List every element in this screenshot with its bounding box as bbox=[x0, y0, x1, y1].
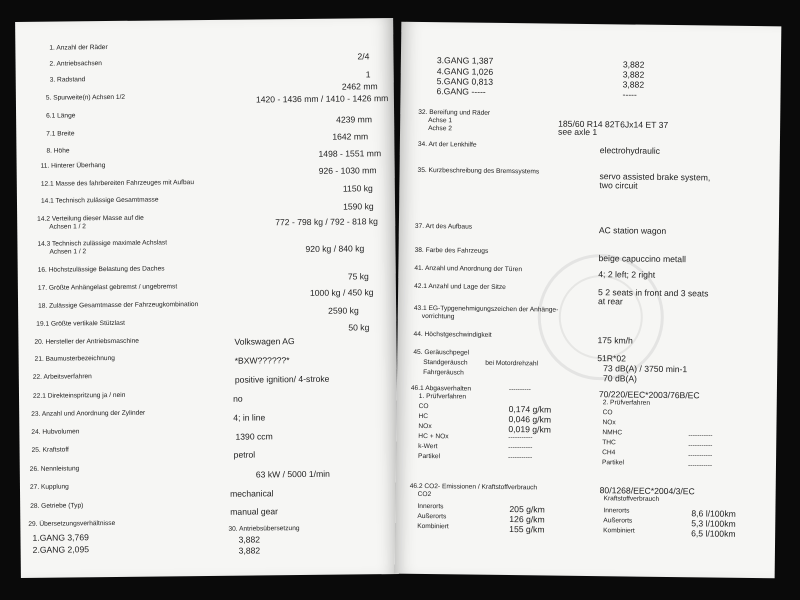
right-value: 155 g/km bbox=[509, 524, 545, 535]
right-label: 1. Prüfverfahren bbox=[418, 392, 467, 401]
left-label: 30. Antriebsübersetzung bbox=[228, 525, 300, 533]
right-label: Kraftstoffverbrauch bbox=[603, 495, 660, 503]
left-label: 7.1 Breite bbox=[46, 130, 75, 138]
left-label: Achsen 1 / 2 bbox=[49, 248, 87, 256]
right-value: 0,174 g/km bbox=[508, 404, 552, 415]
right-value: 73 dB(A) / 3750 min-1 bbox=[603, 363, 688, 375]
right-label: NOx bbox=[418, 422, 432, 431]
right-label: Außerorts bbox=[417, 512, 447, 521]
left-value: 926 - 1030 mm bbox=[318, 165, 377, 176]
right-label: 46.2 CO2- Emissionen / Kraftstoffverbrauch bbox=[409, 482, 538, 492]
right-label: HC + NOx bbox=[418, 432, 449, 441]
left-label: 25. Kraftstoff bbox=[31, 446, 69, 454]
left-page bbox=[15, 18, 399, 578]
right-value: 4.GANG 1,026 bbox=[436, 66, 494, 77]
right-label: CH4 bbox=[602, 449, 616, 457]
right-label: HC bbox=[418, 412, 429, 421]
right-value: at rear bbox=[597, 296, 623, 307]
right-label: ----------- bbox=[508, 444, 533, 452]
left-label: 23. Anzahl und Anordnung der Zylinder bbox=[31, 409, 146, 418]
left-value: 1 bbox=[365, 69, 371, 80]
right-label: bei Motordrehzahl bbox=[485, 359, 539, 368]
right-label: Kombiniert bbox=[417, 522, 449, 531]
right-value: AC station wagon bbox=[598, 225, 667, 236]
left-label: 26. Nennleistung bbox=[29, 465, 80, 473]
left-value: 1642 mm bbox=[332, 131, 369, 142]
left-value: 1.GANG 3,769 bbox=[32, 532, 89, 543]
left-label: 1. Anzahl der Räder bbox=[49, 44, 108, 52]
left-label: 29. Übersetzungsverhältnisse bbox=[28, 519, 116, 528]
left-value: 50 kg bbox=[348, 322, 370, 333]
right-label: vorrichtung bbox=[421, 312, 455, 321]
right-value: 205 g/km bbox=[509, 504, 545, 515]
right-label: 45. Geräuschpegel bbox=[413, 348, 470, 357]
right-value: 3,882 bbox=[622, 69, 645, 80]
right-value: 0,019 g/km bbox=[508, 424, 551, 435]
right-value: 3,882 bbox=[622, 59, 645, 70]
right-label: NOx bbox=[602, 419, 616, 427]
right-value: 3,882 bbox=[622, 79, 645, 90]
left-label: 12.1 Masse des fahrbereiten Fahrzeuges mit Aufbau bbox=[40, 179, 195, 188]
right-label: ----------- bbox=[508, 434, 533, 442]
left-label: 6.1 Länge bbox=[46, 112, 76, 120]
left-value: 1498 - 1551 mm bbox=[318, 148, 382, 159]
right-label: ----------- bbox=[688, 452, 713, 460]
left-value: 2590 kg bbox=[328, 305, 359, 316]
right-label: 41. Anzahl und Anordnung der Türen bbox=[414, 264, 523, 274]
left-label: Achsen 1 / 2 bbox=[49, 223, 86, 231]
right-value: 70/220/EEC*2003/76B/EC bbox=[598, 389, 700, 401]
left-value: 1390 ccm bbox=[235, 431, 273, 442]
right-label: k-Wert bbox=[418, 442, 438, 451]
left-value: 2.GANG 2,095 bbox=[32, 544, 90, 555]
right-label: Innerorts bbox=[603, 507, 630, 515]
right-label: Standgeräusch bbox=[423, 358, 468, 367]
right-label: THC bbox=[602, 439, 616, 447]
right-value: ----- bbox=[622, 89, 637, 100]
left-label: 28. Getriebe (Typ) bbox=[30, 502, 84, 510]
left-label: 14.2 Verteilung dieser Masse auf die bbox=[37, 214, 144, 223]
left-value: petrol bbox=[233, 449, 256, 460]
left-value: *BXW??????* bbox=[234, 355, 290, 366]
right-value: 70 dB(A) bbox=[602, 373, 638, 384]
right-value: 5 2 seats in front and 3 seats bbox=[598, 287, 709, 299]
right-label: Achse 2 bbox=[428, 125, 452, 133]
right-value: 4; 2 left; 2 right bbox=[598, 269, 656, 280]
left-value: mechanical bbox=[229, 488, 274, 499]
left-label: 20. Hersteller der Antriebsmaschine bbox=[34, 337, 139, 346]
left-label: 14.3 Technisch zulässige maximale Achslast bbox=[37, 239, 168, 248]
left-label: 21. Baumusterbezeichnung bbox=[34, 354, 115, 363]
right-label: Fahrgeräusch bbox=[423, 368, 464, 377]
left-value: 3,882 bbox=[238, 545, 261, 556]
right-label: Kombiniert bbox=[603, 527, 635, 535]
left-label: 22.1 Direkteinspritzung ja / nein bbox=[32, 391, 126, 400]
right-value: 175 km/h bbox=[597, 335, 633, 346]
right-label: 32. Bereifung und Räder bbox=[418, 108, 491, 117]
right-label: 2. Prüfverfahren bbox=[602, 399, 651, 407]
right-label: ----------- bbox=[688, 442, 713, 450]
right-value: 0,046 g/km bbox=[508, 414, 552, 425]
left-label: 3. Radstand bbox=[49, 76, 86, 84]
right-value: electrohydraulic bbox=[599, 145, 661, 156]
left-value: 1150 kg bbox=[342, 183, 373, 194]
right-label: ---------- bbox=[508, 386, 531, 394]
right-label: 37. Art des Aufbaus bbox=[414, 222, 473, 231]
left-label: 17. Größte Anhängelast gebremst / ungebremst bbox=[37, 283, 178, 292]
right-value: beige capuccino metall bbox=[598, 253, 687, 265]
right-label: 42.1 Anzahl und Lage der Sitze bbox=[414, 282, 506, 291]
left-value: 75 kg bbox=[347, 271, 369, 282]
right-label: 44. Höchstgeschwindigkeit bbox=[413, 330, 492, 339]
right-label: ----------- bbox=[687, 462, 713, 470]
right-label: Innerorts bbox=[417, 502, 444, 511]
right-value: 185/60 R14 82T bbox=[558, 118, 620, 130]
left-value: 2/4 bbox=[357, 51, 370, 62]
left-value: 1420 - 1436 mm / 1410 - 1426 mm bbox=[255, 93, 389, 105]
right-value: 5.GANG 0,813 bbox=[436, 76, 494, 87]
right-value: 8,6 l/100km bbox=[691, 508, 736, 519]
left-value: 63 kW / 5000 1/min bbox=[255, 468, 330, 480]
right-label: CO bbox=[418, 402, 429, 411]
left-value: no bbox=[233, 393, 243, 404]
right-label: 34. Art der Lenkhilfe bbox=[417, 140, 477, 149]
left-value: positive ignition/ 4-stroke bbox=[234, 373, 330, 385]
right-value: 126 g/km bbox=[509, 514, 545, 525]
right-value: two circuit bbox=[599, 180, 638, 191]
right-value: servo assisted brake system, bbox=[599, 171, 711, 183]
right-label: 43.1 EG-Typgenehmigungszeichen der Anhänge- bbox=[413, 304, 559, 314]
left-label: 16. Höchstzulässige Belastung des Daches bbox=[37, 265, 165, 274]
right-label: NMHC bbox=[602, 429, 623, 437]
left-label: 11. Hinterer Überhang bbox=[40, 162, 106, 170]
left-value: Volkswagen AG bbox=[234, 336, 295, 347]
left-label: 2. Antriebsachsen bbox=[49, 60, 102, 68]
left-label: 19.1 Größte vertikale Stützlast bbox=[36, 319, 125, 328]
right-value: see axle 1 bbox=[557, 126, 598, 138]
left-label: 18. Zulässige Gesamtmasse der Fahrzeugkombination bbox=[38, 301, 199, 310]
right-label: 38. Farbe des Fahrzeugs bbox=[414, 246, 489, 255]
left-label: 24. Hubvolumen bbox=[31, 428, 80, 436]
right-label: 46.1 Abgasverhalten bbox=[410, 384, 472, 393]
left-value: 3,882 bbox=[238, 534, 261, 545]
left-label: 22. Arbeitsverfahren bbox=[32, 373, 92, 381]
left-value: 1000 kg / 450 kg bbox=[309, 287, 374, 298]
right-label: CO bbox=[602, 409, 613, 417]
left-value: 1590 kg bbox=[342, 201, 374, 212]
left-value: manual gear bbox=[230, 506, 279, 517]
left-label: 8. Höhe bbox=[46, 147, 70, 155]
right-value: 6.GANG ----- bbox=[436, 86, 486, 97]
right-label: Außerorts bbox=[603, 517, 633, 525]
left-value: 4; in line bbox=[233, 412, 266, 423]
right-label: ----------- bbox=[508, 454, 533, 462]
right-page bbox=[395, 22, 782, 579]
left-label: 14.1 Technisch zulässige Gesamtmasse bbox=[40, 196, 159, 205]
right-label: CO2 bbox=[417, 490, 432, 499]
right-label: Partikel bbox=[418, 452, 441, 461]
left-value: 772 - 798 kg / 792 - 818 kg bbox=[275, 216, 378, 228]
right-label: ----------- bbox=[688, 432, 713, 440]
right-value: 3.GANG 1,387 bbox=[436, 55, 494, 66]
right-label: Partikel bbox=[601, 459, 625, 467]
right-label: 35. Kurzbeschreibung des Bremssystems bbox=[417, 166, 540, 176]
right-value: 6,5 l/100km bbox=[691, 528, 736, 539]
left-label: 27. Kupplung bbox=[29, 483, 69, 491]
left-value: 920 kg / 840 kg bbox=[305, 243, 365, 254]
right-value: 5,3 l/100km bbox=[691, 518, 736, 529]
right-value: 51R*02 bbox=[597, 353, 627, 364]
left-label: 5. Spurweite(n) Achsen 1/2 bbox=[45, 93, 126, 102]
right-value: 6Jx14 ET 37 bbox=[620, 119, 669, 130]
right-value: 80/1268/EEC*2004/3/EC bbox=[599, 485, 695, 497]
left-value: 2462 mm bbox=[341, 81, 378, 92]
right-label: Achse 1 bbox=[428, 117, 453, 125]
left-value: 4239 mm bbox=[336, 114, 373, 125]
